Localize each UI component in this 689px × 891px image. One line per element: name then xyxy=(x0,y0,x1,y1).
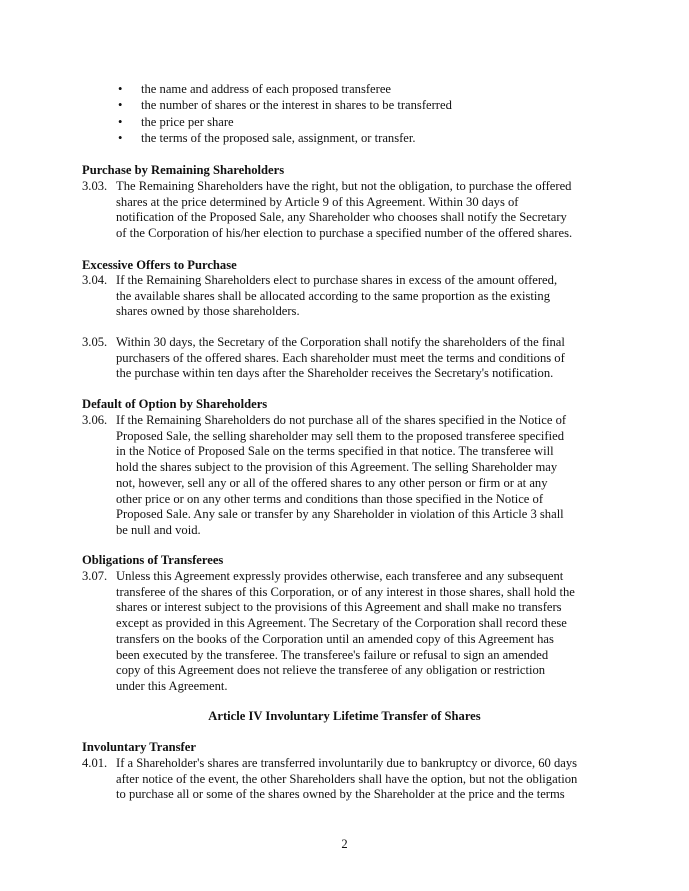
paragraph-number: 3.03. xyxy=(82,179,108,193)
paragraph-4-01-text: If a Shareholder's shares are transferred involuntarily due to bankruptcy or divorce, 60 days after notice of the event, the other Shareholders shall have the option, but not the obligation to purchase all or some of the shares owned by the Shareholder at the price and the terms xyxy=(116,756,578,802)
section-heading-default-of-option: Default of Option by Shareholders xyxy=(82,397,268,411)
paragraph-number: 3.05. xyxy=(82,335,108,349)
bullet-icon: • xyxy=(118,114,123,129)
list-item: • the name and address of each proposed transferee xyxy=(118,82,392,96)
list-item: • the price per share xyxy=(118,114,234,129)
article-title: Article IV Involuntary Lifetime Transfer of Shares xyxy=(208,709,481,723)
section-heading-purchase-by-remaining-shareholders: Purchase by Remaining Shareholders xyxy=(82,163,285,177)
paragraph-number: 3.07. xyxy=(82,569,108,583)
bullet-icon: • xyxy=(118,98,123,113)
transfer-notice-bullet-list xyxy=(118,82,618,147)
page-number: 2 xyxy=(341,837,348,851)
paragraph-3-05 xyxy=(82,335,608,382)
section-heading-involuntary-transfer: Involuntary Transfer xyxy=(82,740,196,754)
paragraph-body: If the Remaining Shareholders do not purchase all of the shares specified in the Notice of Proposed Sale, the selling shareholder may sell them to the proposed transferee specified in the Notice of Proposed Sale on the terms specified in that notice. The transferee will hold the shares subject to the provision of this Agreement. The selling Shareholder may not, however, sell any or all of the offered shares to any other person or firm or at any other price or on any other terms and conditions than those specified in the Notice of Proposed Sale. Any sale or transfer by any Shareholder in violation of this Article 3 shall be null and void. xyxy=(116,413,567,537)
paragraph-number: 4.01. xyxy=(82,756,108,770)
paragraph-body: Within 30 days, the Secretary of the Corporation shall notify the shareholders of the final purchasers of the offered shares. Each shareholder must meet the terms and conditions of the purchase within ten days after the Shareholder receives the Secretary's notification. xyxy=(116,335,565,381)
list-item: • the number of shares or the interest in shares to be transferred xyxy=(118,98,452,113)
list-item: • the terms of the proposed sale, assignment, or transfer. xyxy=(118,130,416,145)
bullet-icon: • xyxy=(118,82,123,96)
paragraph-body: If the Remaining Shareholders elect to purchase shares in excess of the amount offered, the available shares shall be allocated according to the same proportion as the existing shares owned by those shareholders. xyxy=(116,273,558,319)
paragraph-body: The Remaining Shareholders have the right, but not the obligation, to purchase the offered shares at the price determined by Article 9 of this Agreement. Within 30 days of notification of the Proposed Sale, any Shareholder who chooses shall notify the Secretary of the Corporation of his/her election to purchase a specified number of the offered shares. xyxy=(116,179,573,241)
paragraph-body: Unless this Agreement expressly provides otherwise, each transferee and any subsequent transferee of the shares of this Corporation, or of any interest in those shares, shall hold the shares or interest subject to the provisions of this Agreement and shall make no transfers except as provided in this Agreement. The Secretary of the Corporation shall record these transfers on the books of the Corporation until an amended copy of this Agreement has been executed by the transferee. The transferee's failure or refusal to sign an amended copy of this Agreement does not relieve the transferee of any obligation or restriction under this Agreement. xyxy=(116,569,575,693)
paragraph-number: 3.04. xyxy=(82,273,108,287)
section-heading-obligations-of-transferees: Obligations of Transferees xyxy=(82,553,224,567)
paragraph-3-03 xyxy=(82,179,608,242)
paragraph-3-06 xyxy=(82,413,608,539)
bullet-icon: • xyxy=(118,130,123,145)
section-heading-excessive-offers: Excessive Offers to Purchase xyxy=(82,258,237,272)
paragraph-3-04 xyxy=(82,273,608,320)
paragraph-number: 3.06. xyxy=(82,413,108,427)
paragraph-3-07 xyxy=(82,569,608,695)
